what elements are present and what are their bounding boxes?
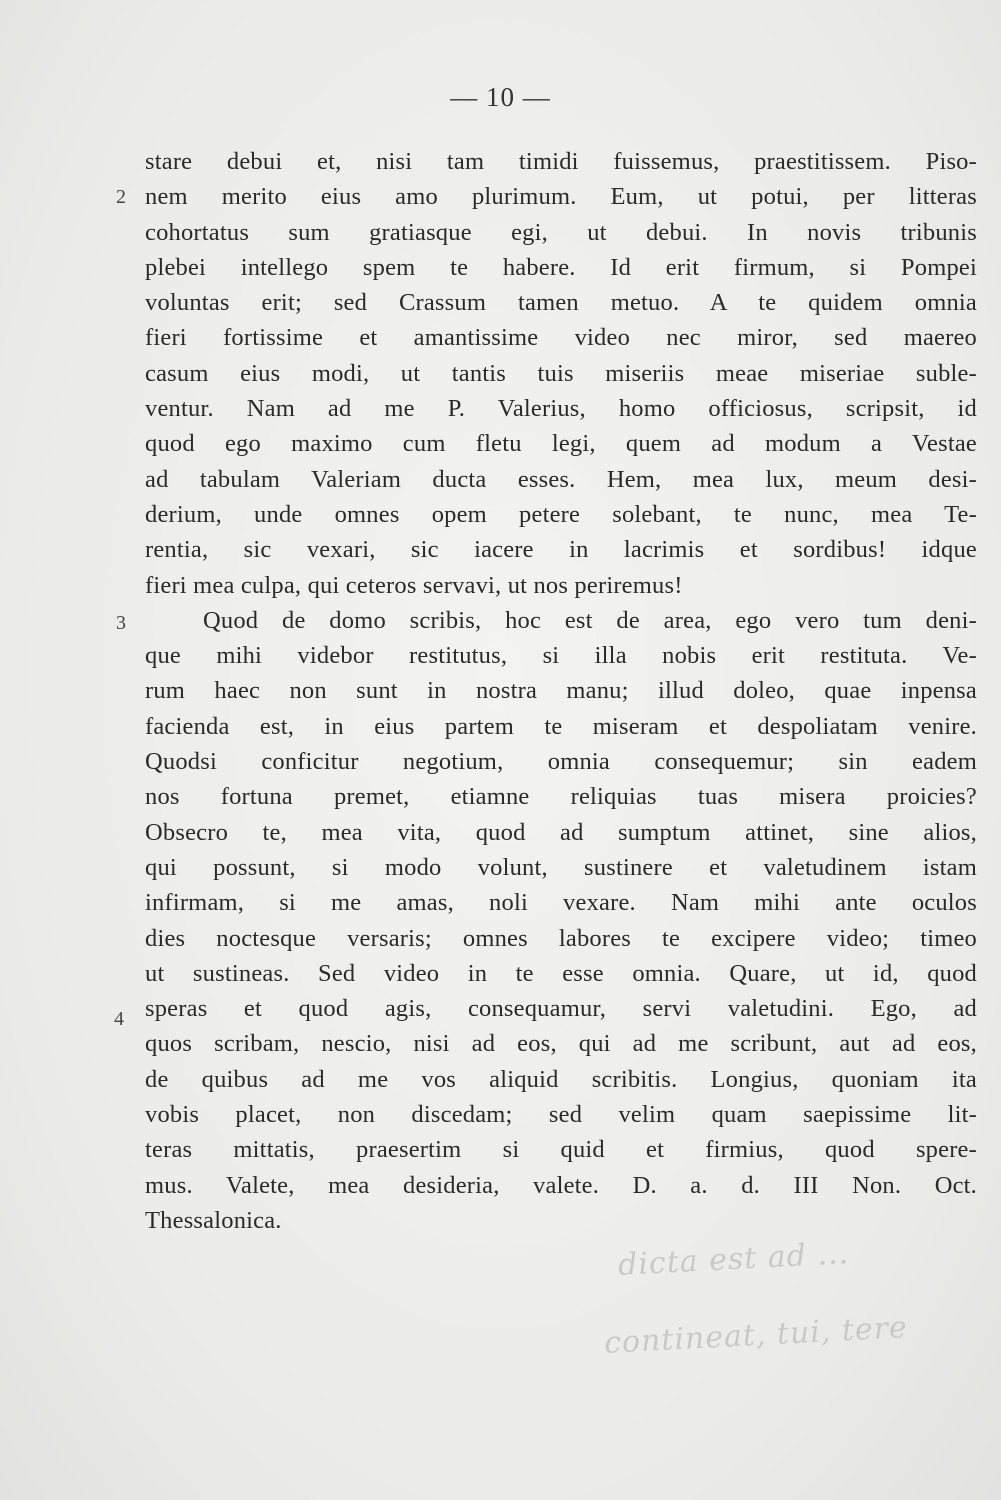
text-line: de quibus ad me vos aliquid scribitis. Longius, quoniam ita (145, 1065, 977, 1093)
paragraph-number-4: 4 (114, 1008, 124, 1030)
text-line: ad tabulam Valeriam ducta esses. Hem, mea lux, meum desi- (145, 465, 977, 493)
text-line: Obsecro te, mea vita, quod ad sumptum attinet, sine alios, (145, 818, 977, 846)
text-line: rum haec non sunt in nostra manu; illud doleo, quae inpensa (145, 677, 977, 705)
text-line: mus. Valete, mea desideria, valete. D. a. d. III Non. Oct. (145, 1171, 977, 1199)
paragraph-number-2: 2 (116, 186, 126, 208)
text-line: que mihi videbor restitutus, si illa nobis erit restituta. Ve- (145, 642, 977, 670)
pencil-annotation: contineat, tui, tere (603, 1310, 909, 1361)
text-line: Quod de domo scribis, hoc est de area, ego vero tum deni- (203, 606, 977, 634)
text-line: teras mittatis, praesertim si quid et firmius, quod spere- (145, 1136, 977, 1164)
text-line: derium, unde omnes opem petere solebant, te nunc, mea Te- (145, 500, 977, 528)
body-text (145, 144, 977, 1238)
text-line: fieri fortissime et amantissime video nec miror, sed maereo (145, 324, 977, 352)
text-line: plebei intellego spem te habere. Id erit firmum, si Pompei (145, 253, 977, 281)
text-line: Thessalonica. (145, 1206, 282, 1234)
text-line: facienda est, in eius partem te miseram et despoliatam venire. (145, 712, 977, 740)
text-line: nem merito eius amo plurimum. Eum, ut potui, per litteras (145, 183, 977, 211)
text-line: qui possunt, si modo volunt, sustinere et valetudinem istam (145, 853, 977, 881)
text-line: vobis placet, non discedam; sed velim quam saepissime lit- (145, 1101, 977, 1129)
text-line: Quodsi conficitur negotium, omnia consequemur; sin eadem (145, 748, 977, 776)
page-number: — 10 — (450, 82, 551, 112)
text-line: ventur. Nam ad me P. Valerius, homo officiosus, scripsit, id (145, 395, 977, 423)
text-line: nos fortuna premet, etiamne reliquias tuas misera proicies? (145, 783, 977, 811)
text-line: stare debui et, nisi tam timidi fuissemus, praestitissem. Piso- (145, 148, 977, 175)
pencil-annotation: dicta est ad ... (617, 1235, 850, 1284)
text-line: ut sustineas. Sed video in te esse omnia. Quare, ut id, quod (145, 959, 977, 987)
text-line: quod ego maximo cum fletu legi, quem ad modum a Vestae (145, 430, 977, 458)
text-line: fieri mea culpa, qui ceteros servavi, ut nos periremus! (145, 571, 683, 599)
text-line: voluntas erit; sed Crassum tamen metuo. A te quidem omnia (145, 289, 977, 317)
text-line: rentia, sic vexari, sic iacere in lacrimis et sordibus! idque (145, 536, 977, 564)
text-line: cohortatus sum gratiasque egi, ut debui. In novis tribunis (145, 218, 977, 246)
text-line: dies noctesque versaris; omnes labores te excipere video; timeo (145, 924, 977, 952)
paragraph-number-3: 3 (116, 612, 126, 634)
text-line: speras et quod agis, consequamur, servi valetudini. Ego, ad (145, 995, 977, 1023)
text-line: quos scribam, nescio, nisi ad eos, qui ad me scribunt, aut ad eos, (145, 1030, 977, 1058)
text-line: infirmam, si me amas, noli vexare. Nam mihi ante oculos (145, 889, 977, 917)
text-line: casum eius modi, ut tantis tuis miseriis meae miseriae suble- (145, 359, 977, 387)
